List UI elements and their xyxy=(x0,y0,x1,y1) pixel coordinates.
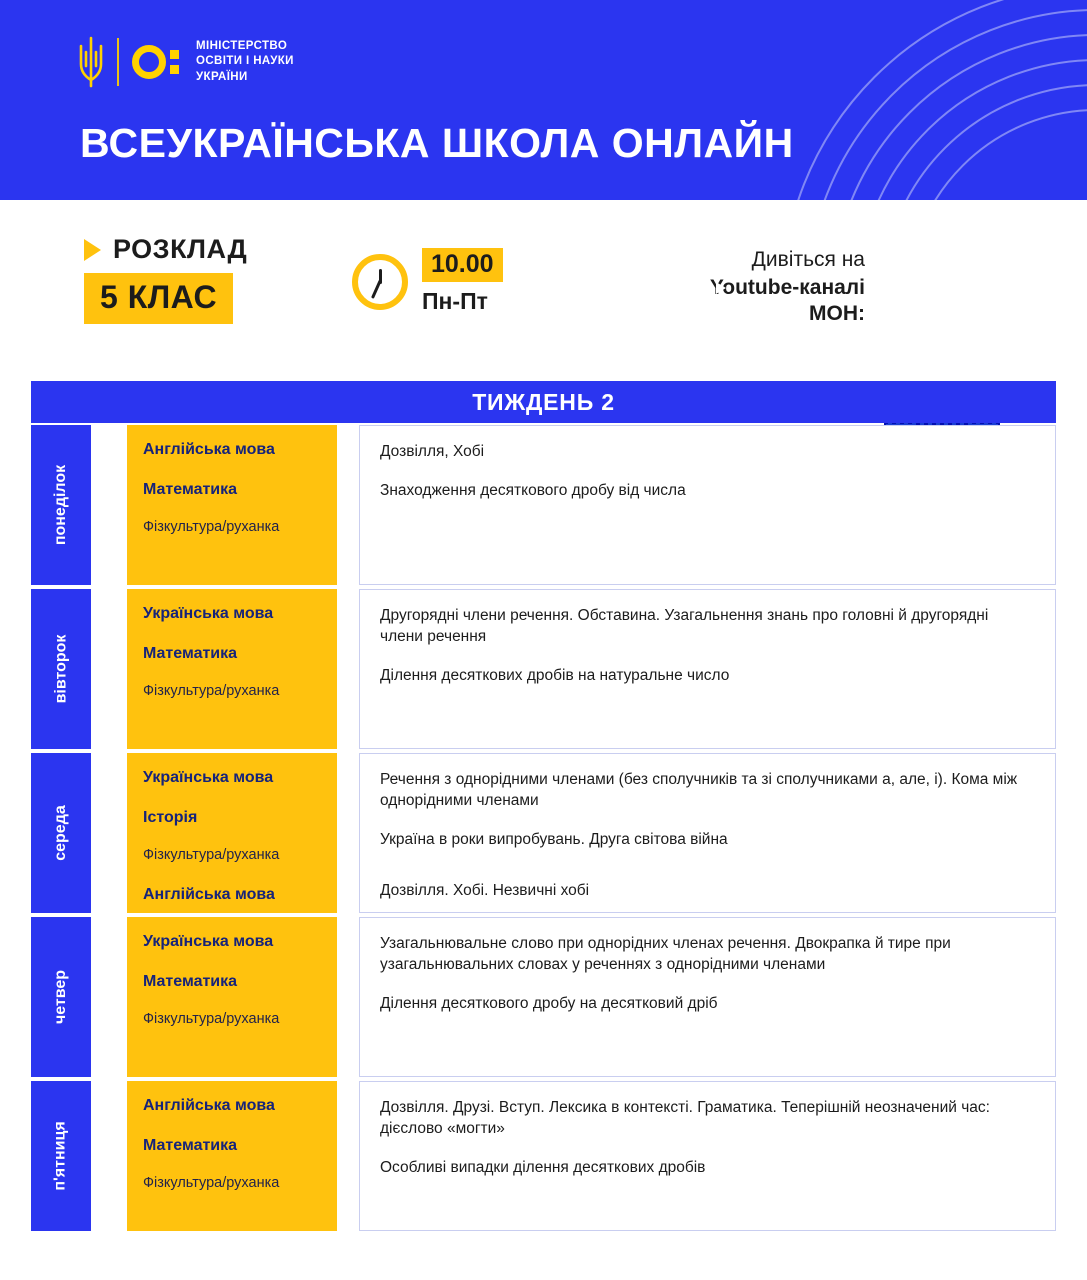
subject-item: Математика xyxy=(143,644,238,662)
subject-item: Математика xyxy=(143,972,238,990)
ministry-line-2: ОСВІТИ І НАУКИ xyxy=(196,55,294,68)
schedule-table xyxy=(31,425,1056,1235)
day-label-4 xyxy=(31,917,91,1077)
topic-item: Україна в роки випробувань. Друга світова війна xyxy=(380,830,728,848)
time-value: 10.00 xyxy=(422,248,503,282)
subjects-cell xyxy=(127,425,337,585)
day-label-1 xyxy=(31,425,91,585)
ministry-line-1: МІНІСТЕРСТВО xyxy=(196,40,288,53)
day-name: четвер xyxy=(51,969,69,1025)
table-row xyxy=(31,917,1056,1077)
table-row xyxy=(31,589,1056,749)
logo-colon-icon xyxy=(170,50,179,74)
topic-item: Дозвілля. Хобі. Незвичні хобі xyxy=(380,881,590,899)
topic-item: Ділення десяткового дробу на десятковий дріб xyxy=(380,994,718,1012)
day-name: середа xyxy=(52,805,69,861)
watch-line-1: Дивіться на xyxy=(751,248,865,271)
topic-item: Особливі випадки ділення десяткових дробів xyxy=(380,1158,706,1176)
ministry-line-3: УКРАЇНИ xyxy=(196,70,248,83)
topic-item: Ділення десяткових дробів на натуральне число xyxy=(380,666,730,684)
table-row xyxy=(31,753,1056,913)
ministry-logo xyxy=(78,36,294,88)
time-block xyxy=(352,248,503,315)
topics-cell xyxy=(359,1081,1056,1231)
clock-icon xyxy=(352,254,408,310)
time-days: Пн-Пт xyxy=(422,288,488,314)
topic-item: Другорядні члени речення. Обставина. Узагальнення знань про головні й другорядні члени речення xyxy=(380,607,989,645)
subjects-cell xyxy=(127,589,337,749)
table-row xyxy=(31,1081,1056,1231)
subject-item: Українська мова xyxy=(143,933,274,950)
subject-item: Фізкультура/руханка xyxy=(143,1011,280,1028)
day-name: п'ятниця xyxy=(52,1121,69,1191)
trident-icon xyxy=(78,36,104,88)
topic-item: Знаходження десяткового дробу від числа xyxy=(380,481,686,499)
topics-cell xyxy=(359,917,1056,1077)
subject-item: Англійська мова xyxy=(143,886,275,904)
table-row xyxy=(31,425,1056,585)
subject-item: Математика xyxy=(143,480,238,498)
week-title-bar: ТИЖДЕНЬ 2 xyxy=(31,381,1056,423)
day-name: вівторок xyxy=(52,634,70,704)
class-badge: 5 КЛАС xyxy=(84,273,233,324)
subject-item: Історія xyxy=(143,808,198,826)
subject-item: Математика xyxy=(143,1136,238,1154)
ministry-name xyxy=(196,39,294,85)
topics-cell xyxy=(359,753,1056,913)
topic-item: Узагальнювальне слово при однорідних членах речення. Двокрапка й тире при узагальнювальних словах у реченнях з однорідними членами xyxy=(380,935,951,973)
page-title: ВСЕУКРАЇНСЬКА ШКОЛА ОНЛАЙН xyxy=(80,120,794,166)
logo-divider xyxy=(117,38,119,86)
day-label-3 xyxy=(31,753,91,913)
play-triangle-icon xyxy=(84,239,101,261)
mon-logo-mark xyxy=(132,45,179,79)
subject-item: Фізкультура/руханка xyxy=(143,847,280,864)
subject-item: Фізкультура/руханка xyxy=(143,683,280,700)
subject-item: Фізкультура/руханка xyxy=(143,519,280,536)
decorative-arcs xyxy=(627,0,1087,200)
channel-label: -каналі xyxy=(792,276,865,299)
watch-line-3: МОН: xyxy=(809,302,865,325)
day-label-5 xyxy=(31,1081,91,1231)
topic-item: Дозвілля, Хобі xyxy=(380,443,485,460)
subjects-cell xyxy=(127,917,337,1077)
topics-cell xyxy=(359,589,1056,749)
subject-item: Англійська мова xyxy=(143,1097,275,1114)
info-strip xyxy=(0,200,1087,380)
subjects-cell xyxy=(127,1081,337,1231)
day-name: понеділок xyxy=(52,464,69,546)
logo-circle-icon xyxy=(132,45,166,79)
page-header xyxy=(0,0,1087,200)
topic-item: Дозвілля. Друзі. Вступ. Лексика в контексті. Граматика. Теперішній неозначений час: дієслово «могти» xyxy=(380,1099,990,1137)
subject-item: Фізкультура/руханка xyxy=(143,1175,280,1192)
subject-item: Українська мова xyxy=(143,605,274,622)
subject-item: Англійська мова xyxy=(143,441,275,458)
youtube-block xyxy=(705,248,865,326)
day-label-2 xyxy=(31,589,91,749)
topics-cell xyxy=(359,425,1056,585)
subjects-cell xyxy=(127,753,337,913)
topic-item: Речення з однорідними членами (без сполучників та зі сполучниками а, але, і). Кома між однорідними членами xyxy=(380,771,1018,809)
subject-item: Українська мова xyxy=(143,769,274,786)
youtube-label: Youtube xyxy=(709,276,793,299)
schedule-label: РОЗКЛАД xyxy=(113,234,248,264)
schedule-heading-block xyxy=(84,234,247,324)
